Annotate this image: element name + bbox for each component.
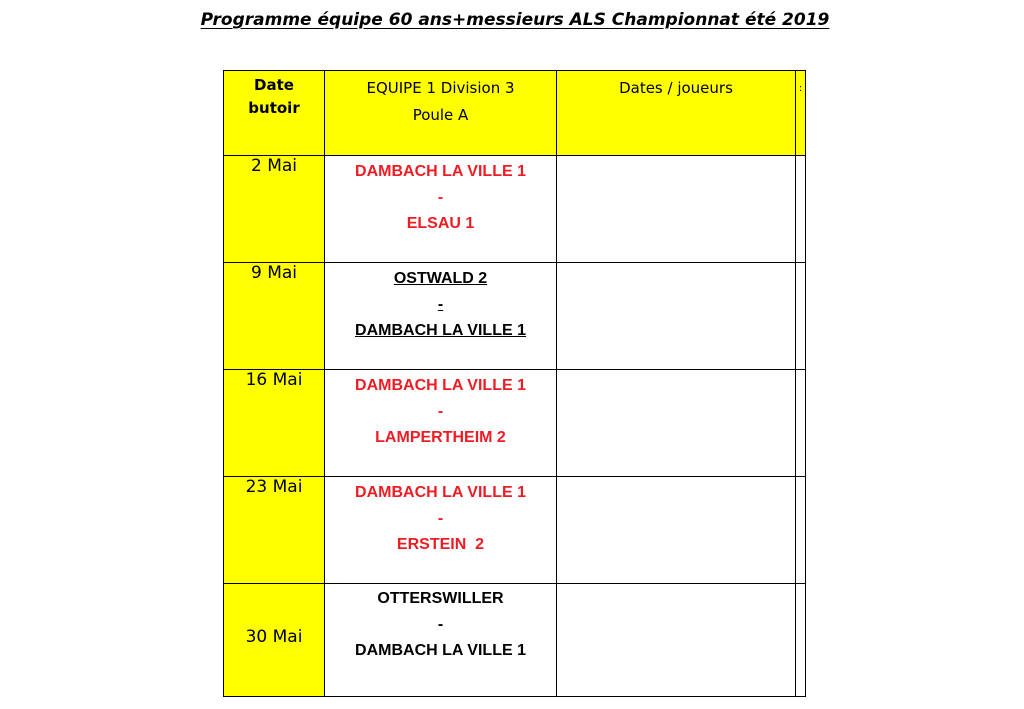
extra-cell [796,477,806,584]
header-dates-players: Dates / joueurs [619,79,733,97]
away-team: DAMBACH LA VILLE 1 [355,322,526,339]
players-cell[interactable] [557,584,796,697]
date-cell: 2 Mai [224,156,325,263]
home-team: DAMBACH LA VILLE 1 [355,163,526,180]
home-team: DAMBACH LA VILLE 1 [355,484,526,501]
match-cell [325,263,557,370]
header-team-line2: Poule A [412,106,469,124]
header-team-line1: EQUIPE 1 Division 3 [366,79,515,97]
match-separator: - [437,189,444,206]
header-extra-cell [796,71,806,156]
home-team: OSTWALD 2 [393,270,488,287]
table-header-row [224,71,806,156]
table-row [224,584,806,697]
header-extra: : [798,83,803,94]
match-separator: - [437,403,444,420]
header-date-line1: Date [254,76,294,94]
match-cell [325,156,557,263]
home-team: OTTERSWILLER [377,590,504,607]
header-date-cell [224,71,325,156]
extra-cell [796,263,806,370]
date-cell: 16 Mai [224,370,325,477]
page-title: Programme équipe 60 ans+messieurs ALS Championnat été 2019 [200,10,830,30]
match-cell [325,584,557,697]
match-separator: - [437,296,444,313]
players-cell[interactable] [557,263,796,370]
away-team: DAMBACH LA VILLE 1 [355,642,526,659]
match-separator: - [437,616,444,633]
date-cell: 23 Mai [224,477,325,584]
extra-cell [796,370,806,477]
match-cell [325,370,557,477]
table-row [224,370,806,477]
table-row [224,263,806,370]
extra-cell [796,584,806,697]
header-team-cell [325,71,557,156]
away-team: ELSAU 1 [406,215,475,232]
players-cell[interactable] [557,370,796,477]
away-team: LAMPERTHEIM 2 [375,429,506,446]
match-separator: - [437,510,444,527]
header-date-line2: butoir [248,99,300,117]
home-team: DAMBACH LA VILLE 1 [355,377,526,394]
date-cell: 9 Mai [224,263,325,370]
away-team: ERSTEIN 2 [396,536,485,553]
players-cell[interactable] [557,156,796,263]
date-cell: 30 Mai [224,584,325,697]
players-cell[interactable] [557,477,796,584]
header-dates-cell [557,71,796,156]
match-cell [325,477,557,584]
extra-cell [796,156,806,263]
table-row [224,477,806,584]
schedule-table [223,70,806,697]
table-row [224,156,806,263]
